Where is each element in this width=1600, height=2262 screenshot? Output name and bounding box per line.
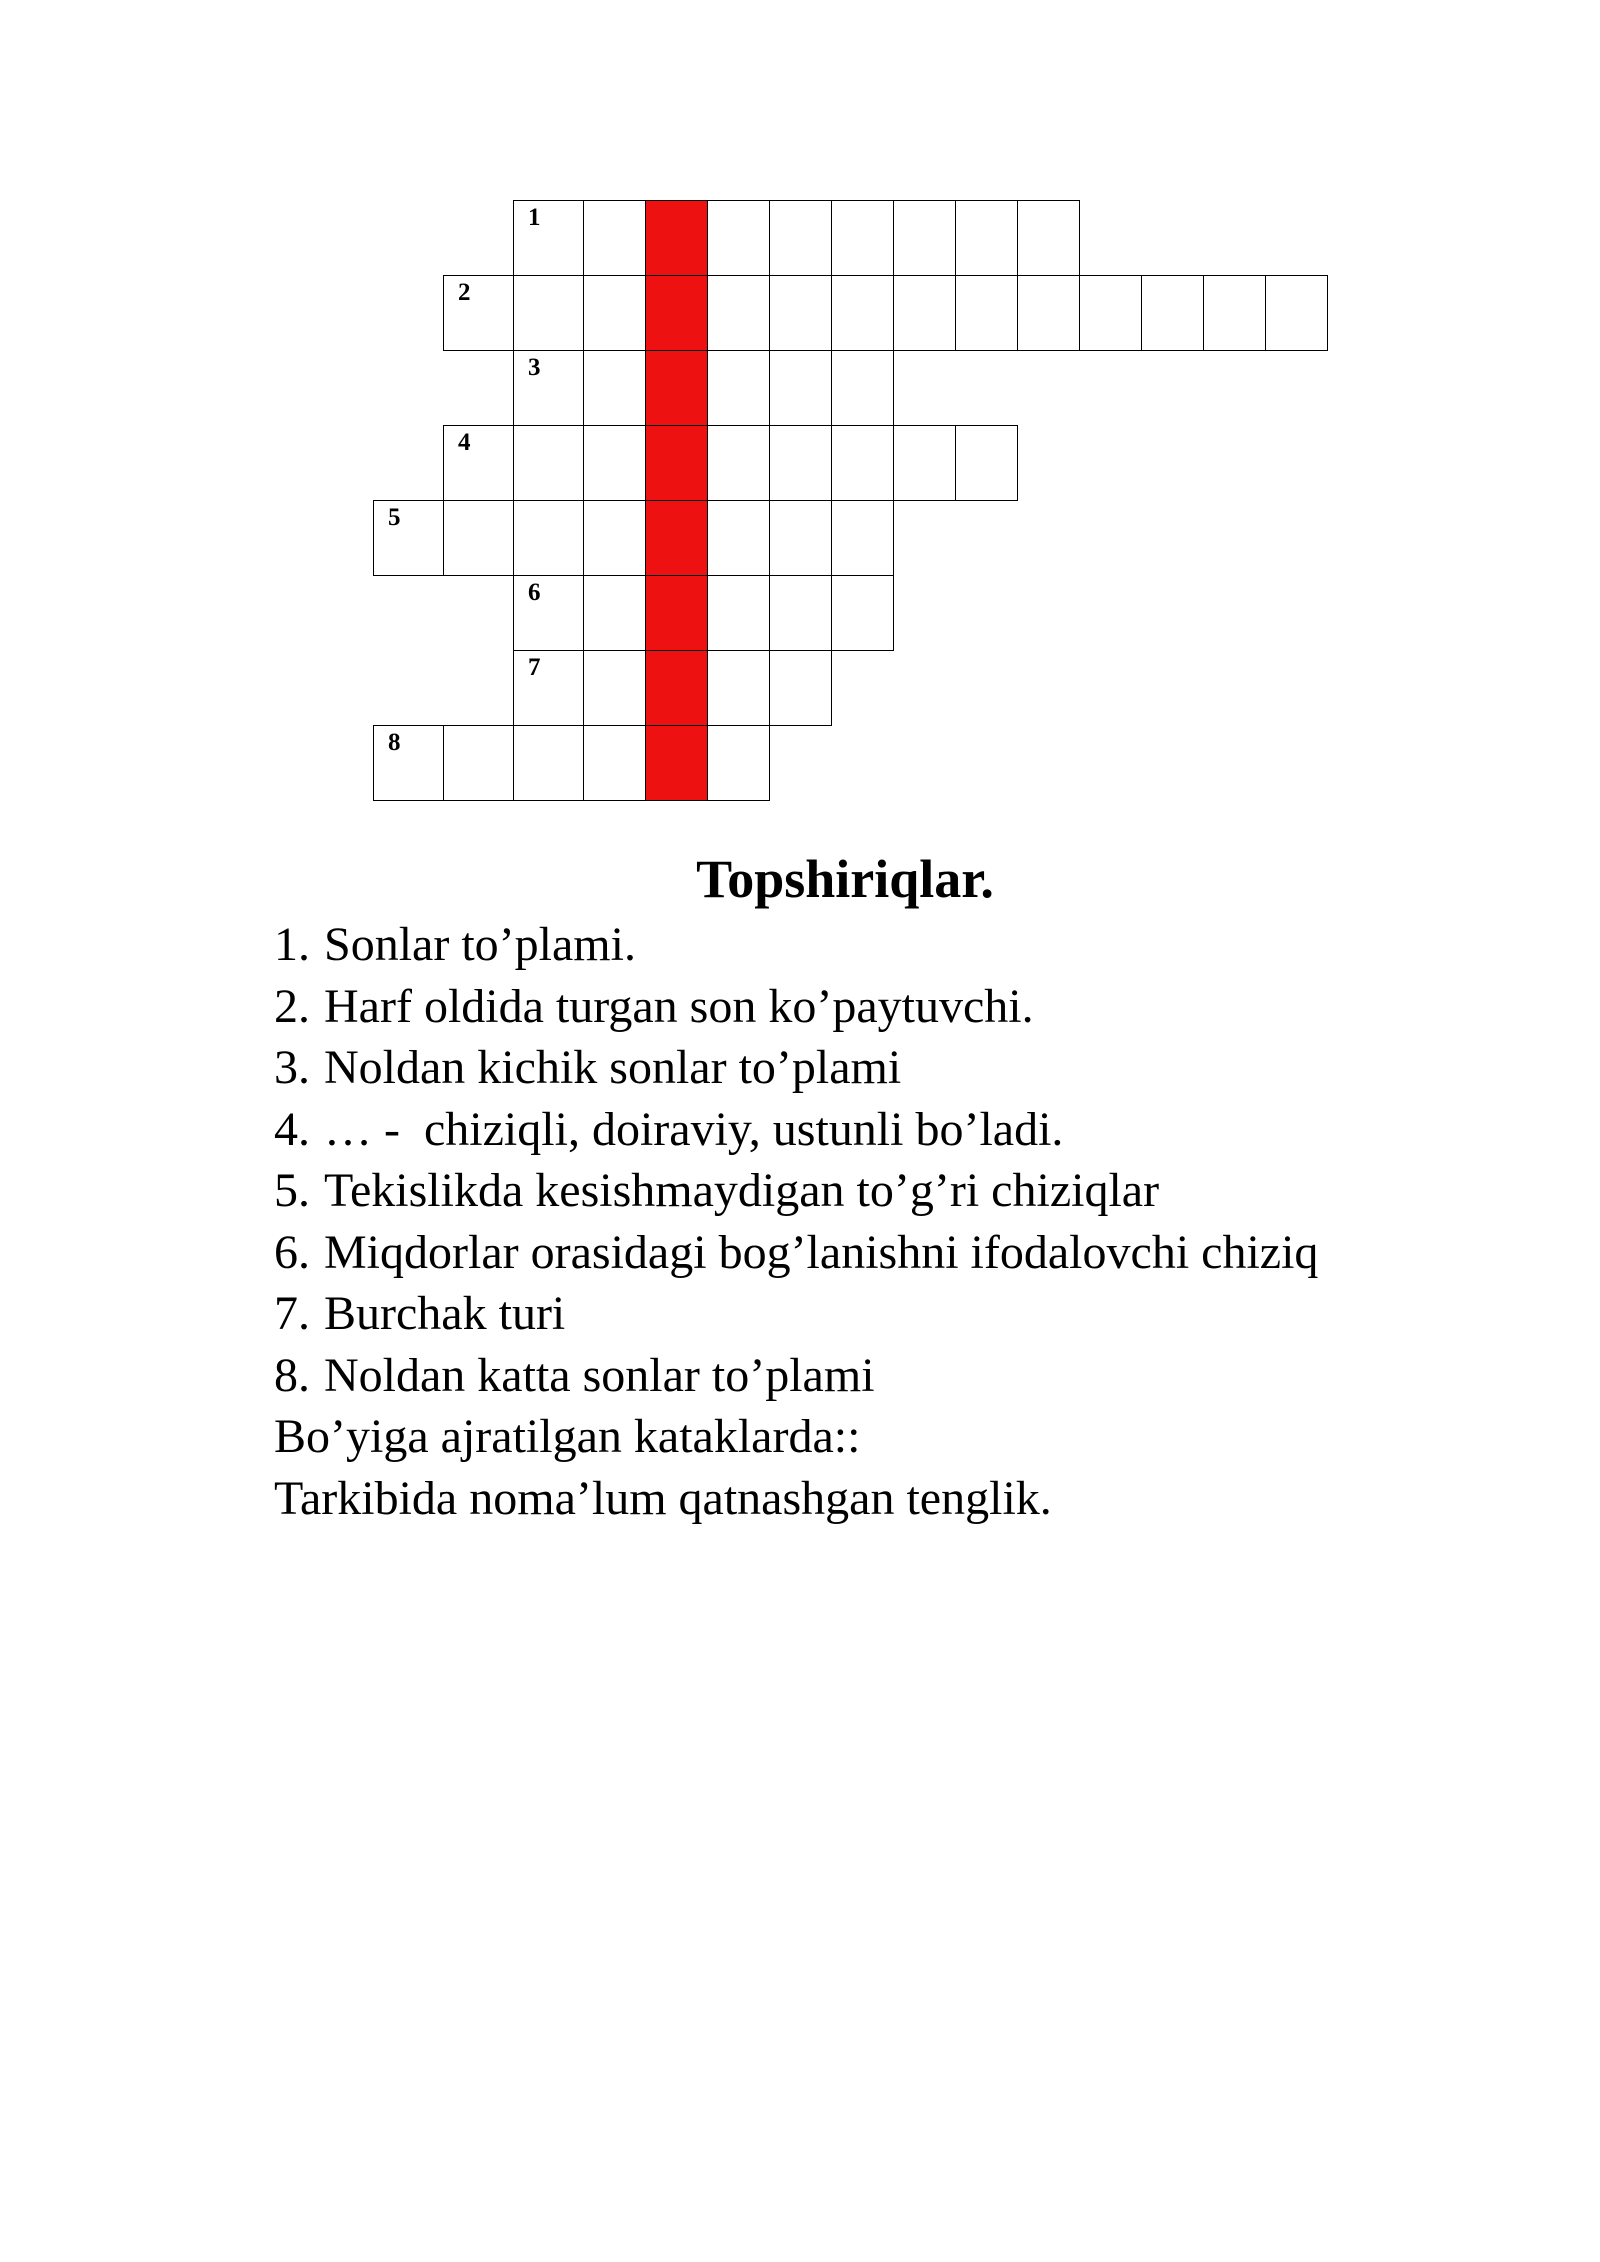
crossword-cell <box>769 575 832 651</box>
task-item-2 <box>274 976 1318 1038</box>
crossword-cell <box>1017 200 1080 276</box>
clue-number: 2 <box>458 279 471 306</box>
clue-number: 7 <box>528 654 541 681</box>
crossword-cell <box>707 425 770 501</box>
crossword-cell <box>513 650 584 726</box>
crossword-cell <box>583 200 646 276</box>
clue-number: 1 <box>528 204 541 231</box>
task-number: 2. <box>274 979 310 1033</box>
crossword-cell <box>707 500 770 576</box>
crossword-cell <box>513 200 584 276</box>
crossword-cell <box>513 500 584 576</box>
crossword-cell-highlighted <box>645 500 708 576</box>
clue-number: 6 <box>528 579 541 606</box>
task-item-8 <box>274 1345 1318 1407</box>
crossword-cell <box>893 275 956 351</box>
crossword-cell <box>831 575 894 651</box>
crossword-cell <box>443 425 514 501</box>
task-text: … - chiziqli, doiraviy, ustunli bo’ladi. <box>324 1102 1064 1156</box>
task-number: 3. <box>274 1041 310 1094</box>
clue-number: 4 <box>458 429 471 456</box>
task-item-1 <box>274 914 1318 976</box>
crossword-cell <box>769 200 832 276</box>
task-text: Noldan katta sonlar to’plami <box>324 1348 875 1402</box>
task-text: Sonlar to’plami. <box>324 918 636 971</box>
crossword-grid <box>0 0 1600 820</box>
vertical-word-clue: Tarkibida noma’lum qatnashgan tenglik. <box>274 1471 1052 1525</box>
crossword-cell <box>513 350 584 426</box>
task-number: 6. <box>274 1225 310 1279</box>
crossword-cell <box>373 500 444 576</box>
crossword-cell <box>955 275 1018 351</box>
crossword-cell <box>513 575 584 651</box>
task-text: Miqdorlar orasidagi bog’lanishni ifodalovchi chiziq <box>324 1225 1319 1279</box>
task-item-5 <box>274 1160 1318 1222</box>
crossword-cell <box>893 200 956 276</box>
crossword-cell <box>769 350 832 426</box>
crossword-cell <box>831 350 894 426</box>
crossword-cell <box>1141 275 1204 351</box>
crossword-cell-highlighted <box>645 725 708 801</box>
crossword-cell <box>769 500 832 576</box>
crossword-cell-highlighted <box>645 575 708 651</box>
crossword-cell-highlighted <box>645 350 708 426</box>
task-item-7 <box>274 1283 1318 1345</box>
crossword-cell <box>831 500 894 576</box>
crossword-cell <box>831 200 894 276</box>
tasks-title: Topshiriqlar. <box>696 849 994 909</box>
crossword-cell <box>707 350 770 426</box>
crossword-cell <box>583 350 646 426</box>
crossword-cell <box>1203 275 1266 351</box>
crossword-cell <box>443 725 514 801</box>
crossword-cell-highlighted <box>645 200 708 276</box>
crossword-cell <box>769 275 832 351</box>
crossword-cell <box>955 200 1018 276</box>
crossword-cell <box>513 275 584 351</box>
task-number: 4. <box>274 1102 310 1156</box>
crossword-cell <box>1017 275 1080 351</box>
crossword-cell <box>707 725 770 801</box>
crossword-cell <box>443 500 514 576</box>
crossword-cell <box>707 275 770 351</box>
task-number: 1. <box>274 918 310 971</box>
crossword-cell <box>583 650 646 726</box>
crossword-cell <box>1265 275 1328 351</box>
crossword-cell-highlighted <box>645 275 708 351</box>
crossword-cell <box>373 725 444 801</box>
task-text: Harf oldida turgan son ko’paytuvchi. <box>324 979 1034 1033</box>
crossword-cell-highlighted <box>645 650 708 726</box>
task-text: Tekislikda kesishmaydigan to’g’ri chiziqlar <box>324 1164 1160 1217</box>
clue-number: 3 <box>528 354 541 381</box>
crossword-cell <box>583 575 646 651</box>
crossword-cell <box>707 575 770 651</box>
crossword-cell <box>443 275 514 351</box>
crossword-cell <box>583 725 646 801</box>
crossword-cell <box>1079 275 1142 351</box>
crossword-cell <box>583 275 646 351</box>
crossword-cell <box>769 650 832 726</box>
task-number: 8. <box>274 1348 310 1402</box>
crossword-cell <box>707 650 770 726</box>
task-text: Burchak turi <box>324 1287 566 1340</box>
crossword-cell <box>831 425 894 501</box>
crossword-cell <box>513 725 584 801</box>
crossword-cell <box>513 425 584 501</box>
crossword-cell <box>769 425 832 501</box>
clue-number: 8 <box>388 729 401 756</box>
crossword-cell <box>831 275 894 351</box>
task-item-3 <box>274 1037 1318 1099</box>
clue-number: 5 <box>388 504 401 531</box>
tasks-list <box>274 914 1318 1529</box>
task-item-4 <box>274 1099 1318 1161</box>
task-item-6 <box>274 1222 1318 1284</box>
task-number: 7. <box>274 1287 310 1340</box>
crossword-cell-highlighted <box>645 425 708 501</box>
task-number: 5. <box>274 1164 310 1217</box>
crossword-cell <box>955 425 1018 501</box>
crossword-cell <box>893 425 956 501</box>
vertical-word-label: Bo’yiga ajratilgan kataklarda:: <box>274 1410 861 1463</box>
crossword-cell <box>583 500 646 576</box>
crossword-cell <box>583 425 646 501</box>
task-text: Noldan kichik sonlar to’plami <box>324 1041 902 1094</box>
crossword-cell <box>707 200 770 276</box>
